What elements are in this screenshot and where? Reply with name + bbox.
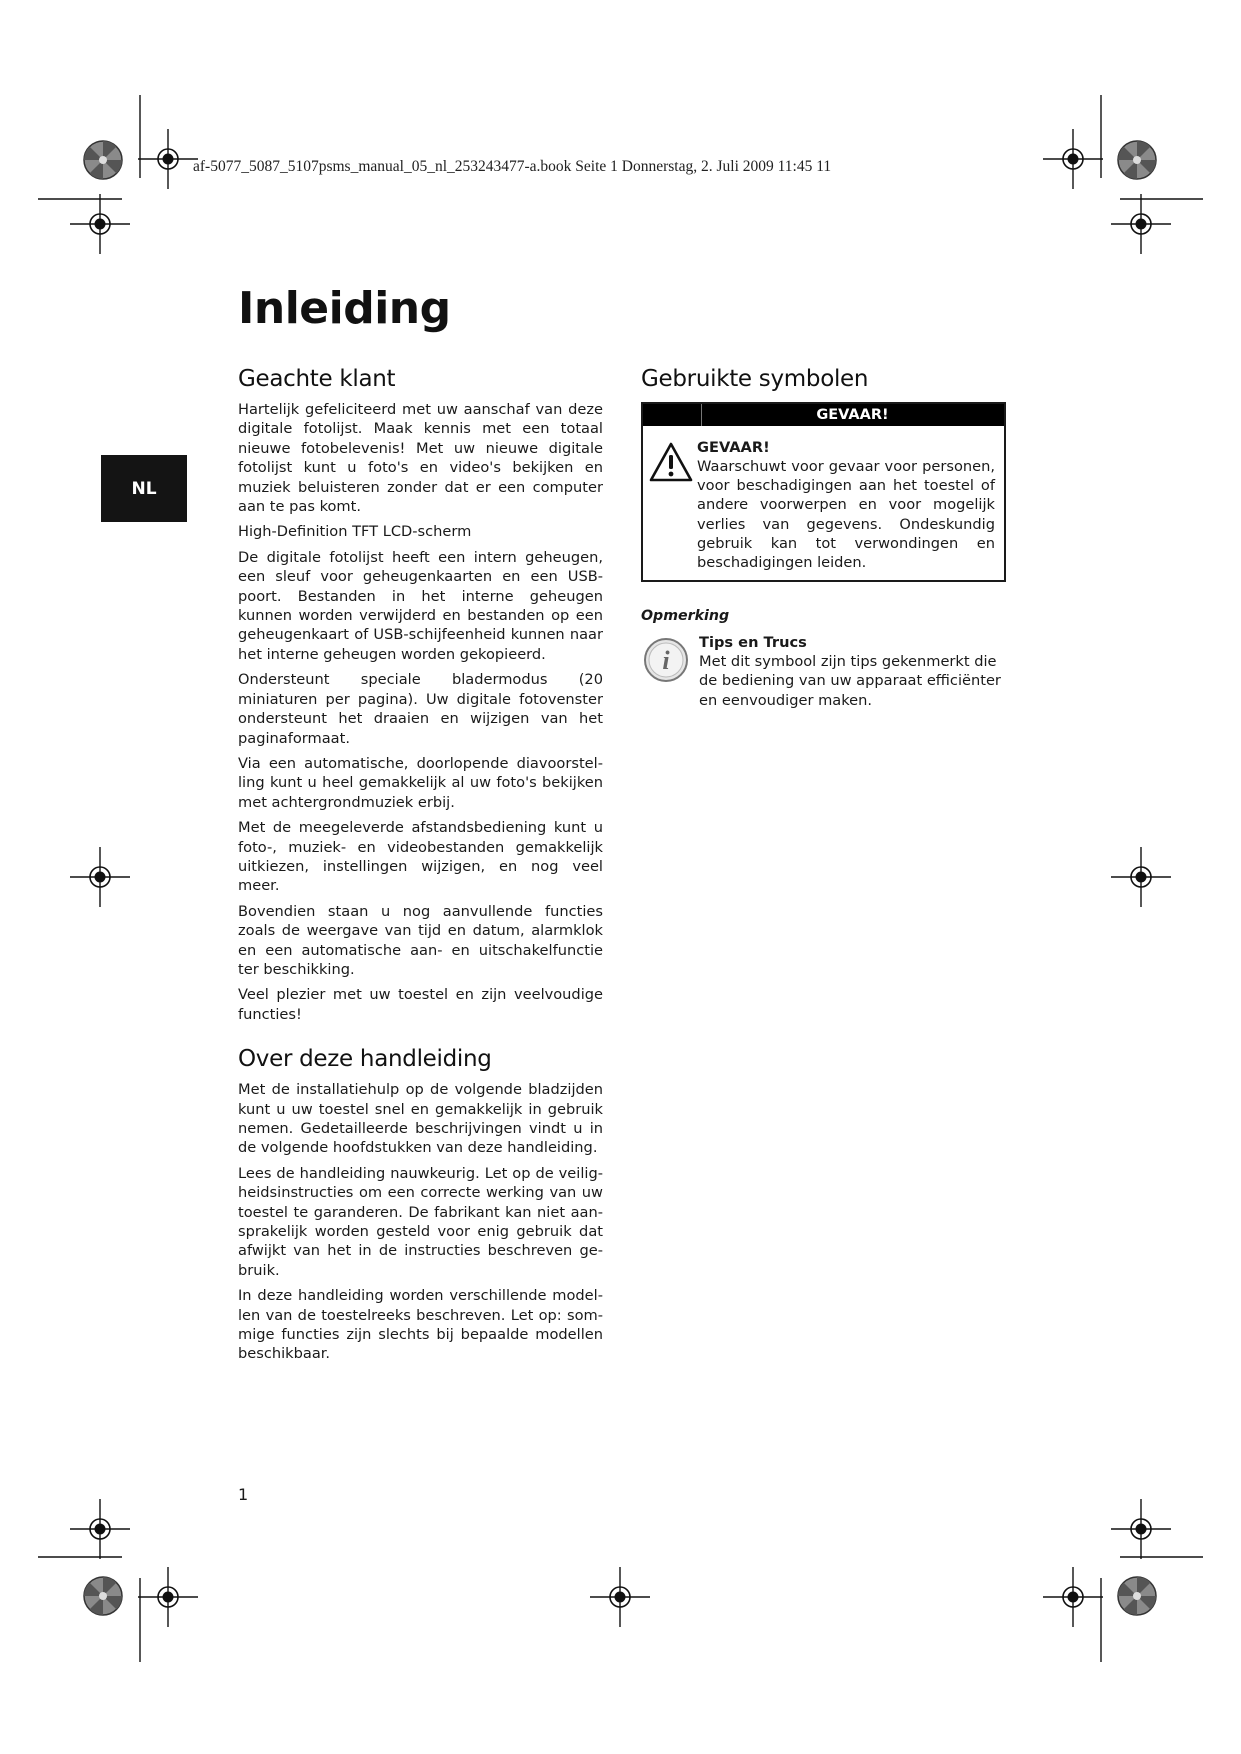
- paragraph: Veel plezier met uw toestel en zijn veelvoudige functies!: [238, 986, 603, 1023]
- section-heading-geachte-klant: Geachte klant: [238, 366, 396, 392]
- svg-text:i: i: [662, 646, 670, 676]
- paragraph: Via een automatische, doorlopende diavoorstelling kunt u heel gemakkelijk al uw foto's bekijken met achtergrondmuziek erbij.: [238, 754, 603, 811]
- left-column: [238, 366, 603, 1370]
- language-tab-label: NL: [131, 478, 157, 499]
- paragraph: Met de meegeleverde afstandsbediening kunt u foto-, muziek- en videobestanden gemakkelijk uitkiezen, instellingen wijzigen, en nog veel meer.: [238, 819, 603, 895]
- section-heading-gebruikte-symbolen: Gebruikte symbolen: [641, 366, 869, 392]
- tip-block: [641, 633, 1007, 710]
- paragraph: High-Definition TFT LCD-scherm: [238, 523, 472, 541]
- warning-text: Waarschuwt voor gevaar voor personen, voor beschadigingen aan het toestel of andere voorwerpen en voor mogelijk verlies van gegevens. Ondeskundig gebruik kan tot verwondingen en beschadigingen leiden.: [697, 458, 995, 572]
- info-circle-icon: [641, 633, 699, 710]
- page-number: 1: [238, 1485, 249, 1504]
- warning-title: GEVAAR!: [697, 439, 770, 456]
- note-label: Opmerking: [641, 608, 730, 625]
- warning-box-header: [643, 404, 1004, 426]
- language-tab: [101, 455, 187, 522]
- paragraph: In deze handleiding worden verschillende modellen van de toestelreeks beschreven. Let op: sommige functies zijn slechts bij bepaalde modellen beschikbaar.: [238, 1287, 603, 1363]
- paragraph: Lees de handleiding nauwkeurig. Let op de veiligheidsinstructies om een correcte werking van uw toestel te garanderen. De fabrikant kan niet aansprakelijk worden gesteld voor enig gebruik dat afwijkt van het in de instructies beschreven gebruik.: [238, 1164, 603, 1279]
- paragraph: Bovendien staan u nog aanvullende functies zoals de weergave van tijd en datum, alarmklok en een automatische aan- en uitschakelfunctie ter beschikking.: [238, 902, 603, 978]
- page-title: Inleiding: [238, 283, 451, 334]
- warning-triangle-icon: [649, 438, 697, 572]
- section-heading-over-deze-handleiding: Over deze handleiding: [238, 1046, 492, 1073]
- book-file-header: af-5077_5087_5107psms_manual_05_nl_253243477-a.book Seite 1 Donnerstag, 2. Juli 2009 11:45 11: [193, 158, 832, 175]
- tip-title: Tips en Trucs: [699, 634, 807, 652]
- warning-box-header-label: GEVAAR!: [816, 407, 889, 423]
- tip-text: Met dit symbool zijn tips gekenmerkt die de bediening van uw apparaat efficiënter en eenvoudiger maken.: [699, 653, 1001, 709]
- paragraph: De digitale fotolijst heeft een intern geheugen, een sleuf voor geheugenkaarten en een USB-poort. Bestanden in het interne geheugen kunnen worden verwijderd en bestanden op een geheugenkaart of USB-schijfeenheid kunnen naar het interne geheugen worden gekopieerd.: [238, 548, 603, 663]
- paragraph: Ondersteunt speciale bladermodus (20 miniaturen per pagina). Uw digitale fotovenster ondersteunt het draaien en wijzigen van het paginaformaat.: [238, 671, 603, 747]
- paragraph: Met de installatiehulp op de volgende bladzijden kunt u uw toestel snel en gemakkelijk in gebruik nemen. Gedetailleerde beschrijvingen vindt u in de volgende hoofdstukken van deze handleiding.: [238, 1081, 603, 1157]
- paragraph: Hartelijk gefeliciteerd met uw aanschaf van deze digitale fotolijst. Maak kennis met een totaal nieuwe fotobelevenis! Met uw nieuwe digitale fotolijst kunt u foto's en video's bekijken en muziek beluisteren zonder dat er een computer aan te pas komt.: [238, 401, 603, 516]
- warning-box: [641, 402, 1006, 582]
- right-column: [641, 366, 1007, 710]
